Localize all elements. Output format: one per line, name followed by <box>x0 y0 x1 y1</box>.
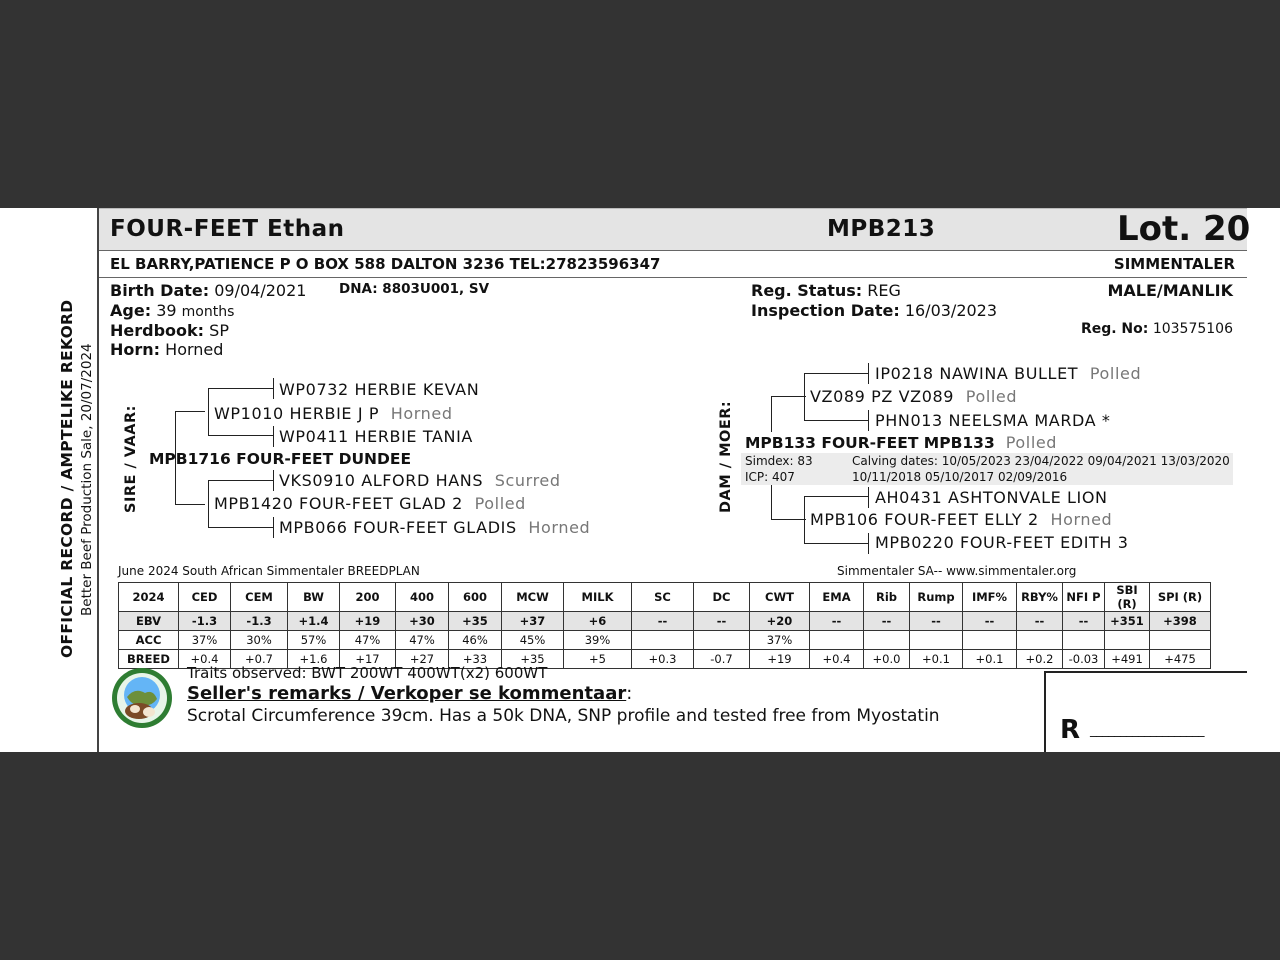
breedplan-cell: +0.7 <box>231 650 288 669</box>
breedplan-cell: +491 <box>1105 650 1150 669</box>
sire-line <box>208 388 209 436</box>
breedplan-header-cell: SC <box>632 583 694 612</box>
sire-line <box>208 435 274 436</box>
dam-line <box>804 543 869 544</box>
birth-date-label: Birth Date: <box>110 281 210 300</box>
birth-date <box>110 281 306 300</box>
traits-observed: Traits observed: BWT 200WT 400WT(x2) 600WT <box>187 664 548 682</box>
breedplan-header-cell: MCW <box>502 583 564 612</box>
sire-dam-sire-name: VKS0910 ALFORD HANS <box>279 471 484 490</box>
dam-line <box>868 363 869 384</box>
sire-line <box>208 480 274 481</box>
sire-dam-dam-name: MPB066 FOUR-FEET GLADIS <box>279 518 517 537</box>
horn-label: Horn: <box>110 340 161 359</box>
sire-line <box>273 517 274 538</box>
breedplan-cell: 47% <box>340 631 396 650</box>
dam <box>745 433 1057 452</box>
header-bar <box>99 208 1251 251</box>
dam-dam-sire: AH0431 ASHTONVALE LION <box>875 488 1108 507</box>
inspection-date <box>751 301 997 320</box>
dam-line <box>868 410 869 431</box>
herdbook-value: SP <box>209 321 229 340</box>
age-value: 39 <box>156 301 177 320</box>
breedplan-header-cell: EMA <box>810 583 864 612</box>
dam-dam-name: MPB106 FOUR-FEET ELLY 2 <box>810 510 1039 529</box>
owner-bar <box>99 252 1247 278</box>
sire-line <box>175 411 205 412</box>
breedplan-cell: -- <box>864 612 910 631</box>
breedplan-header-cell: CWT <box>750 583 810 612</box>
sire-dam-status: Polled <box>474 494 526 513</box>
breedplan-site: Simmentaler SA-- www.simmentaler.org <box>837 564 1077 578</box>
breedplan-cell: +30 <box>396 612 449 631</box>
breedplan-cell: +0.2 <box>1017 650 1063 669</box>
sire-name: MPB1716 FOUR-FEET DUNDEE <box>149 450 412 468</box>
breedplan-header-cell: CEM <box>231 583 288 612</box>
sire-line <box>208 388 274 389</box>
breedplan-cell: 37% <box>179 631 231 650</box>
breedplan-cell: -- <box>1017 612 1063 631</box>
breedplan-header-cell: CED <box>179 583 231 612</box>
sale-label: Better Beef Production Sale, 20/07/2024 <box>79 343 95 616</box>
age <box>110 301 234 320</box>
reg-number <box>1081 321 1233 337</box>
breedplan-cell: -- <box>632 612 694 631</box>
dam-dam <box>810 510 1112 529</box>
reg-status <box>751 281 901 300</box>
breedplan-cell <box>1150 631 1211 650</box>
sire-sire-name: WP1010 HERBIE J P <box>214 404 380 423</box>
sire-sire-dam: WP0411 HERBIE TANIA <box>279 427 473 446</box>
dam-icp: ICP: 407 <box>745 470 795 484</box>
sellers-remarks-label: Seller's remarks / Verkoper se kommentaar <box>187 683 627 704</box>
reg-number-value: 103575106 <box>1152 321 1233 337</box>
breedplan-cell: 47% <box>396 631 449 650</box>
breedplan-cell: +17 <box>340 650 396 669</box>
sire-line <box>273 470 274 491</box>
dam-line <box>804 496 805 544</box>
animal-name: FOUR-FEET Ethan <box>110 216 345 242</box>
breedplan-cell: 30% <box>231 631 288 650</box>
breedplan-cell: 37% <box>750 631 810 650</box>
breedplan-cell: +37 <box>502 612 564 631</box>
breedplan-cell: +19 <box>750 650 810 669</box>
reg-number-label: Reg. No: <box>1080 321 1149 337</box>
lot-number: Lot. 20 <box>1117 209 1251 249</box>
breedplan-cell <box>910 631 963 650</box>
sire-dam-sire <box>279 471 561 490</box>
sex-label: MALE/MANLIK <box>1107 281 1233 300</box>
horn-value: Horned <box>165 340 224 359</box>
dam-line <box>771 484 772 520</box>
breedplan-cell: +35 <box>502 650 564 669</box>
dam-sire-sire-status: Polled <box>1089 364 1142 383</box>
breedplan-cell <box>694 631 750 650</box>
sellers-remarks-text: Scrotal Circumference 39cm. Has a 50k DNA, SNP profile and tested free from Myostatin <box>187 706 940 726</box>
breedplan-cell: +0.1 <box>910 650 963 669</box>
herdbook-label: Herdbook: <box>110 321 205 340</box>
breedplan-cell: +398 <box>1150 612 1211 631</box>
breedplan-title: June 2024 South African Simmentaler BREEDPLAN <box>118 564 420 578</box>
breedplan-cell <box>632 631 694 650</box>
breedplan-cell: +0.4 <box>179 650 231 669</box>
sire-dam-sire-status: Scurred <box>494 471 561 490</box>
breedplan-header-cell: IMF% <box>963 583 1017 612</box>
breedplan-header-cell: NFI P <box>1063 583 1105 612</box>
dam-sire-status: Polled <box>965 387 1018 406</box>
breedplan-header-cell: Rib <box>864 583 910 612</box>
breedplan-cell: -- <box>963 612 1017 631</box>
dam-line <box>804 496 869 497</box>
dam-sire-sire <box>875 364 1141 383</box>
lot-card <box>97 208 1251 752</box>
breedplan-cell: +6 <box>564 612 632 631</box>
dam-label: DAM / MOER: <box>718 400 734 513</box>
breedplan-cell: -- <box>1063 612 1105 631</box>
owner-details: EL BARRY,PATIENCE P O BOX 588 DALTON 3236 TEL:27823596347 <box>110 255 661 273</box>
dam-simdex: Simdex: 83 <box>745 454 813 468</box>
breedplan-cell: -1.3 <box>179 612 231 631</box>
breedplan-header-cell: 400 <box>396 583 449 612</box>
sire-sire-sire: WP0732 HERBIE KEVAN <box>279 380 480 399</box>
animal-code: MPB213 <box>827 216 936 242</box>
dam-sire-name: VZ089 PZ VZ089 <box>810 387 955 406</box>
breedplan-cell: +20 <box>750 612 810 631</box>
horn <box>110 340 223 359</box>
reg-status-value: REG <box>867 281 901 300</box>
breedplan-header-cell: 200 <box>340 583 396 612</box>
breedplan-cell: 57% <box>288 631 340 650</box>
breedplan-cell <box>1017 631 1063 650</box>
breedplan-header-cell: 600 <box>449 583 502 612</box>
breedplan-table <box>118 582 1211 669</box>
dam-line <box>804 373 869 374</box>
dam-calving-dates-2: 10/11/2018 05/10/2017 02/09/2016 <box>852 470 1068 484</box>
dna-info: DNA: 8803U001, SV <box>339 281 490 297</box>
dam-line <box>771 519 806 520</box>
herdbook <box>110 321 229 340</box>
breedplan-row-label: BREED <box>119 650 179 669</box>
sire-dam-name: MPB1420 FOUR-FEET GLAD 2 <box>214 494 463 513</box>
inspection-value: 16/03/2023 <box>904 301 998 320</box>
sire-dam <box>214 494 526 513</box>
breedplan-cell: -0.7 <box>694 650 750 669</box>
breedplan-cell: -- <box>694 612 750 631</box>
breedplan-cell: +0.0 <box>864 650 910 669</box>
dam-line <box>771 396 806 397</box>
inspection-label: Inspection Date: <box>751 301 900 320</box>
price-currency: R <box>1060 715 1081 745</box>
dam-sire <box>810 387 1017 406</box>
breedplan-cell: +35 <box>449 612 502 631</box>
breedplan-cell: +0.4 <box>810 650 864 669</box>
dam-dam-status: Horned <box>1050 510 1113 529</box>
breedplan-cell <box>1105 631 1150 650</box>
breedplan-cell: +33 <box>449 650 502 669</box>
dam-line <box>804 420 869 421</box>
dam-line <box>804 373 805 421</box>
breedplan-row-label: EBV <box>119 612 179 631</box>
breedplan-cell <box>1063 631 1105 650</box>
breedplan-cell: +1.4 <box>288 612 340 631</box>
breedplan-header-row <box>119 583 1211 612</box>
breedplan-cell: -0.03 <box>1063 650 1105 669</box>
breedplan-cell <box>864 631 910 650</box>
dam-calving-dates: Calving dates: 10/05/2023 23/04/2022 09/04/2021 13/03/2020 <box>852 454 1230 468</box>
sire-line <box>208 480 209 528</box>
dam-sire-sire-name: IP0218 NAWINA BULLET <box>875 364 1079 383</box>
breedplan-header-cell: BW <box>288 583 340 612</box>
sire-dam-dam-status: Horned <box>528 518 591 537</box>
breedplan-header-cell: SBI (R) <box>1105 583 1150 612</box>
catalogue-sheet <box>0 208 1280 752</box>
breedplan-cell: +351 <box>1105 612 1150 631</box>
breedplan-cell: +1.6 <box>288 650 340 669</box>
breedplan-cell: 46% <box>449 631 502 650</box>
sire-line <box>273 378 274 399</box>
sire-sire <box>214 404 453 423</box>
breedplan-row-label: ACC <box>119 631 179 650</box>
dam-name: MPB133 FOUR-FEET MPB133 <box>745 434 995 452</box>
breedplan-header-cell: Rump <box>910 583 963 612</box>
breedplan-header-cell: MILK <box>564 583 632 612</box>
reg-status-label: Reg. Status: <box>751 281 863 300</box>
breed-label: SIMMENTALER <box>1113 255 1235 273</box>
breedplan-cell: +5 <box>564 650 632 669</box>
breedplan-header-cell: 2024 <box>119 583 179 612</box>
dam-line <box>868 487 869 508</box>
dam-sire-dam: PHN013 NEELSMA MARDA * <box>875 411 1111 430</box>
breedplan-cell <box>810 631 864 650</box>
dam-status: Polled <box>1005 433 1058 452</box>
breedplan-cell: 45% <box>502 631 564 650</box>
breedplan-cell: +19 <box>340 612 396 631</box>
price-blank[interactable]: ___________________ <box>1090 723 1204 738</box>
breedplan-acc-row <box>119 631 1211 650</box>
sire-line <box>175 504 205 505</box>
sire-label: SIRE / VAAR: <box>123 405 139 513</box>
breedplan-header-cell: SPI (R) <box>1150 583 1211 612</box>
sellers-remarks-heading <box>187 683 632 704</box>
breedplan-header-cell: RBY% <box>1017 583 1063 612</box>
breedplan-cell: -- <box>810 612 864 631</box>
dam-line <box>771 396 772 432</box>
breedplan-cell: +475 <box>1150 650 1211 669</box>
breedplan-cell: 39% <box>564 631 632 650</box>
dam-dam-dam: MPB0220 FOUR-FEET EDITH 3 <box>875 533 1129 552</box>
simmentaler-sa-logo <box>111 667 173 729</box>
age-label: Age: <box>110 301 152 320</box>
breedplan-cell <box>963 631 1017 650</box>
breedplan-cell: +27 <box>396 650 449 669</box>
birth-date-value: 09/04/2021 <box>214 281 307 300</box>
sire-sire-status: Horned <box>390 404 453 423</box>
breedplan-cell: -- <box>910 612 963 631</box>
breedplan-header-cell: DC <box>694 583 750 612</box>
price-box <box>1044 671 1247 752</box>
breedplan-ebv-row <box>119 612 1211 631</box>
sire-line <box>273 426 274 447</box>
breedplan-cell: +0.3 <box>632 650 694 669</box>
official-record-label: OFFICIAL RECORD / AMPTELIKE REKORD <box>58 299 76 658</box>
sire-dam-dam <box>279 518 590 537</box>
dam-line <box>868 533 869 554</box>
breedplan-cell: +0.1 <box>963 650 1017 669</box>
sellers-remarks-colon: : <box>626 683 633 704</box>
age-unit: months <box>181 304 235 320</box>
sire-line <box>208 527 274 528</box>
breedplan-cell: -1.3 <box>231 612 288 631</box>
